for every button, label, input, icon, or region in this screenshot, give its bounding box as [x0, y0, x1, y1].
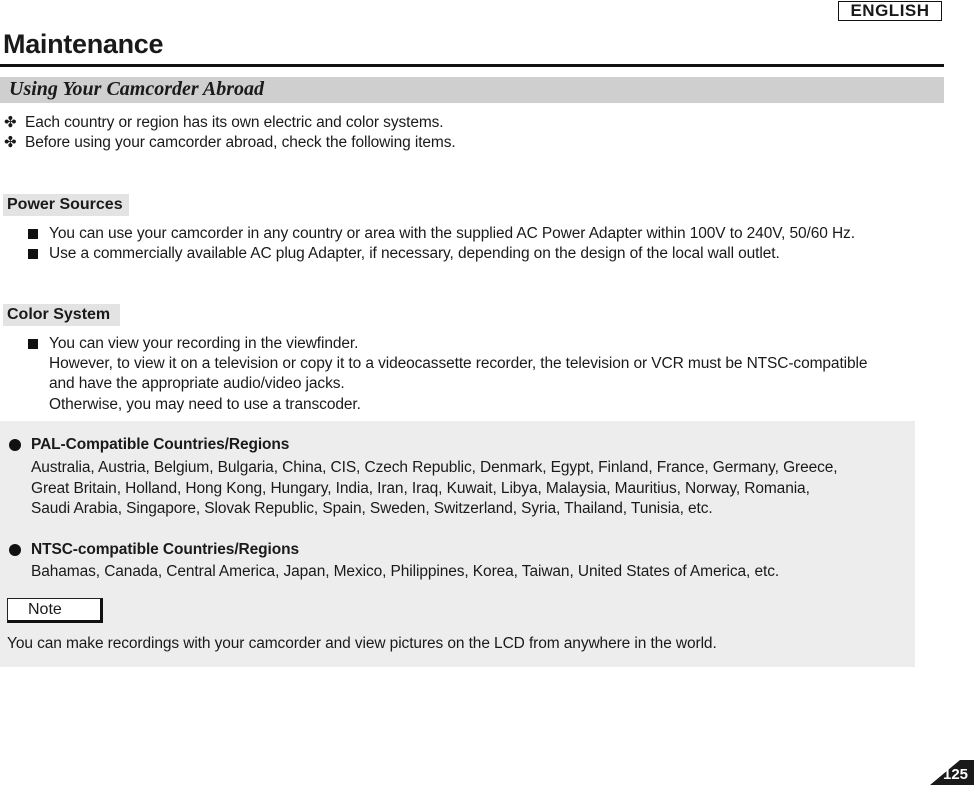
square-bullet-icon	[28, 339, 38, 349]
page-number: 125	[943, 766, 969, 783]
power-item: Use a commercially available AC plug Adapter, if necessary, depending on the design of the local wall outlet.	[49, 245, 780, 262]
ntsc-heading: NTSC-compatible Countries/Regions	[31, 541, 299, 558]
color-system-heading: Color System	[3, 304, 120, 326]
power-sources-heading: Power Sources	[3, 194, 129, 216]
note-label: Note	[7, 598, 103, 623]
pal-line: Great Britain, Holland, Hong Kong, Hungary, India, Iran, Iraq, Kuwait, Libya, Malaysia, Mauritius, Norway, Romania,	[31, 480, 810, 497]
cross-bullet-icon: ✤	[4, 114, 17, 131]
power-item: You can use your camcorder in any country or area with the supplied AC Power Adapter within 100V to 240V, 50/60 Hz.	[49, 225, 855, 242]
pal-line: Saudi Arabia, Singapore, Slovak Republic, Spain, Sweden, Switzerland, Syria, Thailand, Tunisia, etc.	[31, 500, 713, 517]
page-number-badge	[930, 758, 974, 786]
chapter-title: Maintenance	[3, 29, 164, 59]
note-text: You can make recordings with your camcorder and view pictures on the LCD from anywhere in the world.	[7, 635, 717, 652]
pal-heading: PAL-Compatible Countries/Regions	[31, 436, 290, 453]
intro-line: Each country or region has its own electric and color systems.	[25, 114, 444, 131]
color-item-line: Otherwise, you may need to use a transcoder.	[49, 396, 361, 413]
ntsc-line: Bahamas, Canada, Central America, Japan, Mexico, Philippines, Korea, Taiwan, United States of America, etc.	[31, 563, 780, 580]
square-bullet-icon	[28, 229, 38, 239]
color-item-line: However, to view it on a television or copy it to a videocassette recorder, the television or VCR must be NTSC-compatible	[49, 355, 868, 372]
square-bullet-icon	[28, 249, 38, 259]
section-banner	[0, 77, 944, 103]
intro-line: Before using your camcorder abroad, check the following items.	[25, 134, 456, 151]
dot-bullet-icon	[9, 544, 21, 556]
section-title: Using Your Camcorder Abroad	[9, 78, 265, 100]
pal-line: Australia, Austria, Belgium, Bulgaria, China, CIS, Czech Republic, Denmark, Egypt, Finland, France, Germany, Greece,	[31, 459, 838, 476]
language-label: ENGLISH	[838, 1, 942, 21]
cross-bullet-icon: ✤	[4, 134, 17, 151]
title-rule	[0, 64, 944, 67]
dot-bullet-icon	[9, 439, 21, 451]
color-item-line: and have the appropriate audio/video jacks.	[49, 375, 345, 392]
color-item-line: You can view your recording in the viewfinder.	[49, 335, 359, 352]
